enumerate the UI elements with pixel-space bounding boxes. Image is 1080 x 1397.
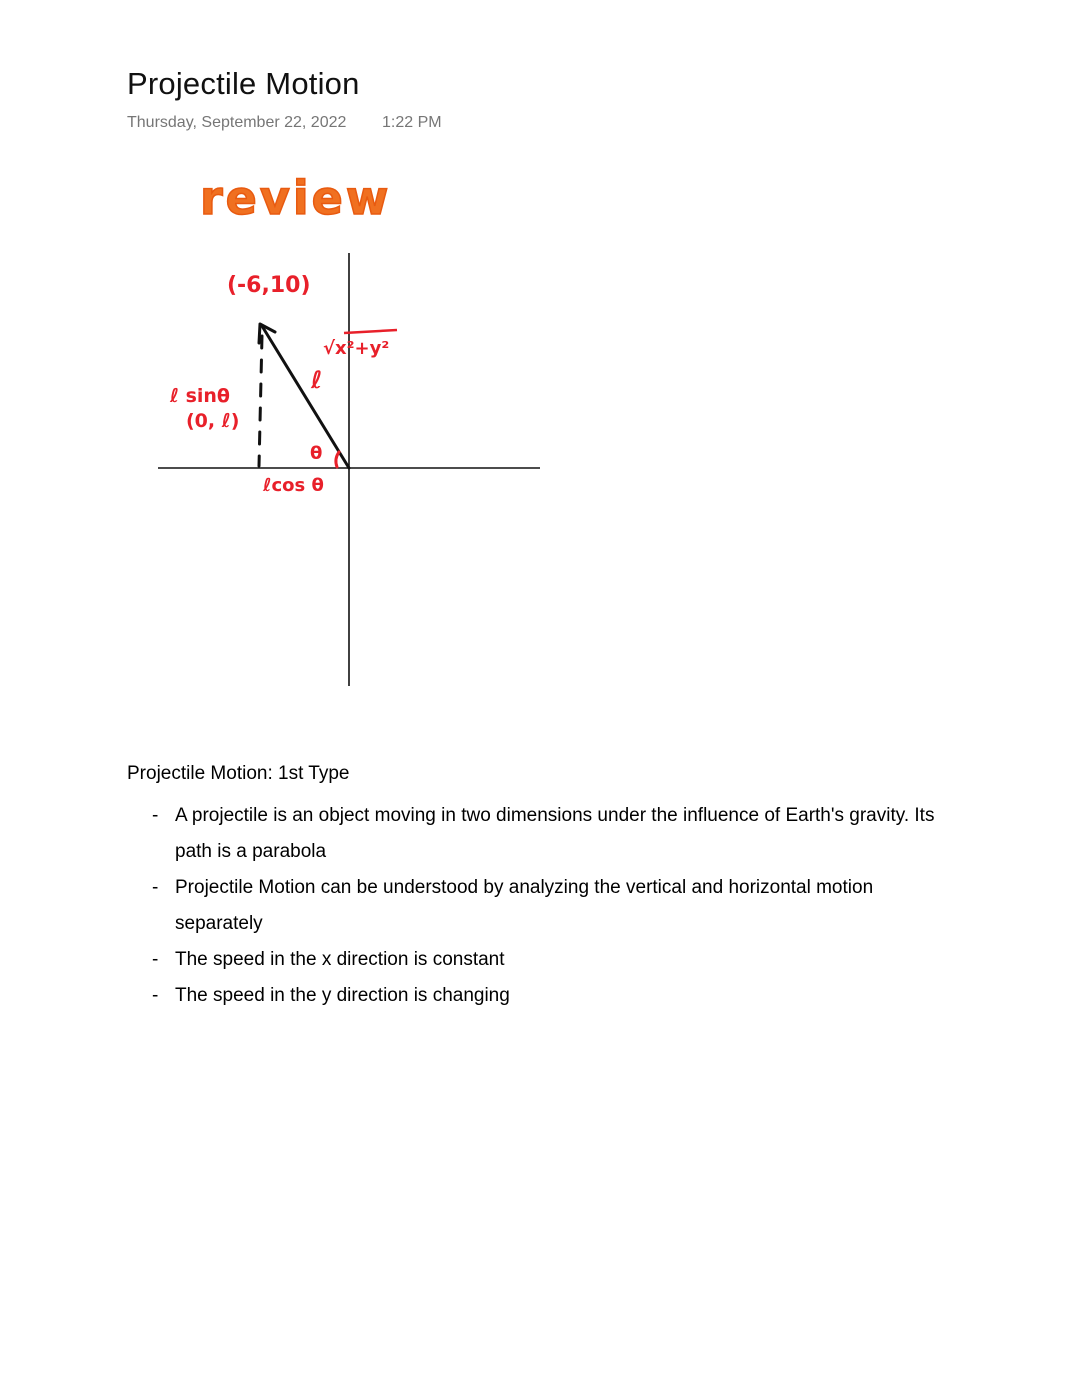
bullet-text: The speed in the x direction is constant	[175, 949, 505, 970]
point-label: (-6,10)	[227, 273, 311, 298]
hypotenuse-formula	[323, 330, 397, 359]
bullet-text: The speed in the y direction is changing	[175, 985, 510, 1006]
list-item	[152, 978, 942, 1014]
dash-bullet-icon: -	[152, 805, 159, 826]
vertical-point-label: (0, ℓ)	[186, 410, 240, 432]
side-length-label: ℓ	[311, 366, 323, 394]
list-item	[152, 870, 942, 942]
bullet-text: A projectile is an object moving in two dimensions under the influence of Earth's gravity. Its path is a parabola	[175, 805, 935, 862]
review-heading: review	[200, 171, 392, 225]
hypotenuse-formula-text: √x²+y²	[323, 338, 390, 359]
dash-bullet-icon: -	[152, 877, 159, 898]
angle-arc	[336, 452, 339, 467]
horizontal-component-label: ℓcos θ	[263, 475, 324, 496]
vertical-component-label: ℓ sinθ	[170, 385, 230, 407]
handwritten-vector-diagram	[140, 160, 560, 700]
bullet-text: Projectile Motion can be understood by analyzing the vertical and horizontal motion separately	[175, 877, 874, 934]
page-date: Thursday, September 22, 2022	[127, 114, 347, 131]
vertical-component-dashed	[259, 336, 262, 466]
page-time: 1:22 PM	[382, 114, 442, 131]
page-title: Projectile Motion	[127, 66, 360, 101]
list-item	[152, 942, 942, 978]
angle-label: θ	[310, 443, 323, 464]
dash-bullet-icon: -	[152, 949, 159, 970]
notes-bullet-list	[152, 798, 942, 1014]
list-item	[152, 798, 942, 870]
notes-heading: Projectile Motion: 1st Type	[127, 763, 350, 784]
dash-bullet-icon: -	[152, 985, 159, 1006]
